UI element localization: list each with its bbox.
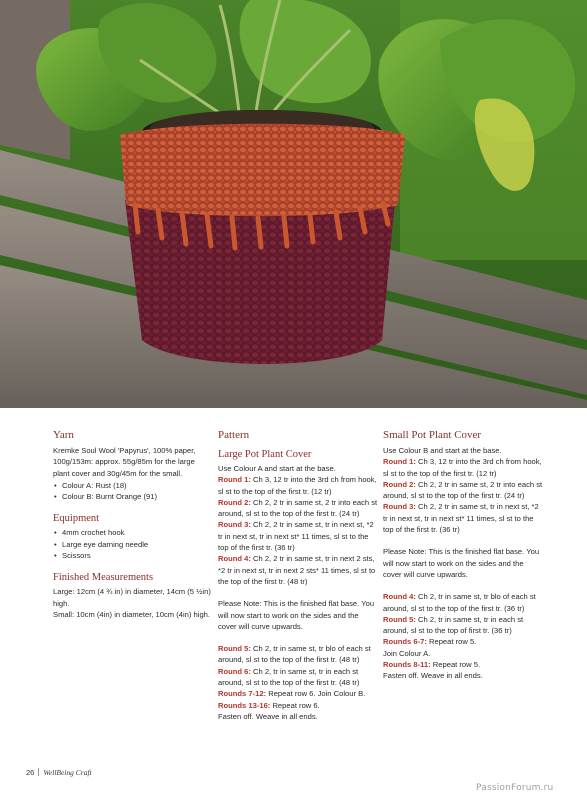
round-instruction <box>383 479 543 502</box>
pattern-heading: Pattern <box>218 429 250 441</box>
round-label: Rounds 6-7: <box>383 637 427 647</box>
round-text: Repeat row 5. <box>430 660 481 670</box>
pattern-large-column <box>218 428 378 722</box>
round-instruction <box>218 519 378 553</box>
round-instruction <box>383 659 543 670</box>
round-instruction <box>383 636 543 647</box>
small-end: Fasten off. Weave in all ends. <box>383 671 483 681</box>
small-intro: Use Colour B and start at the base. <box>383 446 502 455</box>
page-number: 26 <box>26 768 35 777</box>
round-instruction <box>218 474 378 497</box>
round-label: Rounds 7-12: <box>218 689 267 699</box>
list-item: • Large eye darning needle <box>62 539 213 550</box>
small-rounds-b <box>383 591 543 647</box>
list-item: • Colour B: Burnt Orange (91) <box>62 491 213 502</box>
round-text: Ch 3, 12 tr into the 3rd ch from hook, sl st to the top of the first tr. (12 tr) <box>218 475 377 496</box>
large-rounds-b <box>218 643 378 711</box>
small-note: Please Note: This is the finished flat base. You will now start to work on the sides and the cover will curve upwards. <box>383 547 540 579</box>
round-text: Ch 2, 2 tr in same st, 2 tr into each st around, sl st to the top of the first tr. (24 tr) <box>218 497 378 519</box>
round-instruction <box>383 456 543 479</box>
round-instruction <box>218 666 378 689</box>
round-label: Round 5: <box>383 614 416 624</box>
yarn-description: Kremke Soul Wool 'Papyrus', 100% paper, 100g/153m: approx. 55g/85m for the large plant cover and 30g/45m for the small. <box>53 446 196 478</box>
page-footer <box>26 768 92 778</box>
small-rounds-a <box>383 456 543 535</box>
footer-divider <box>38 768 39 776</box>
small-join: Join Colour A. <box>383 648 431 658</box>
pattern-small-column <box>383 428 543 682</box>
round-instruction <box>383 591 543 614</box>
large-note: Please Note: This is the finished flat base. You will now start to work on the sides and the cover will curve upwards. <box>218 599 375 631</box>
materials-column <box>53 428 213 620</box>
round-text: Ch 2, tr in same st, tr blo of each st around, sl st to the top of the first tr. (36 tr) <box>383 592 536 613</box>
large-cover-heading: Large Pot Plant Cover <box>218 449 312 460</box>
round-text: Ch 3, 12 tr into the 3rd ch from hook, sl st to the top of the first tr. (12 tr) <box>383 457 542 478</box>
round-instruction <box>218 643 378 666</box>
list-item: • Colour A: Rust (18) <box>62 480 213 491</box>
measurement-large: Large: 12cm (4 ¾ in) in diameter, 14cm (5 ½in) high. <box>53 587 211 608</box>
round-label: Round 4: <box>218 554 251 564</box>
round-instruction <box>218 497 378 520</box>
round-label: Round 3: <box>218 520 251 530</box>
equipment-heading: Equipment <box>53 513 100 525</box>
equipment-list <box>53 527 213 561</box>
round-text: Repeat row 6. Join Colour B. <box>266 689 366 699</box>
large-end: Fasten off. Weave in all ends. <box>218 711 318 721</box>
small-cover-heading: Small Pot Plant Cover <box>383 429 482 441</box>
round-text: Repeat row 5. <box>426 637 477 647</box>
round-text: Ch 2, 2 tr in same st, tr in next st, *2 tr in next st, tr in next st* 11 times, sl st to the top of the first tr. (36 tr) <box>383 502 539 535</box>
round-text: Ch 2, tr in same st, tr in each st around, sl st to the top of first tr. (36 tr) <box>383 614 524 636</box>
list-item: • 4mm crochet hook <box>62 527 213 538</box>
round-label: Rounds 8-11: <box>383 660 431 670</box>
large-intro: Use Colour A and start at the base. <box>218 464 336 473</box>
round-label: Rounds 13-16: <box>218 700 271 710</box>
round-instruction <box>383 614 543 637</box>
round-label: Round 1: <box>383 457 416 467</box>
round-text: Ch 2, 2 tr in same st, tr in next 2 sts, *2 tr in next st, tr in next 2 sts* 11 times, sl st to the top of the first tr. (48 tr) <box>218 554 376 586</box>
small-rounds-c <box>383 659 543 670</box>
large-rounds-a <box>218 474 378 587</box>
measurements-heading: Finished Measurements <box>53 572 154 584</box>
round-label: Round 2: <box>218 497 251 507</box>
round-instruction <box>218 700 378 711</box>
list-item: • Scissors <box>62 550 213 561</box>
measurement-small: Small: 10cm (4in) in diameter, 10cm (4in) high. <box>53 609 210 619</box>
magazine-name: WellBeing Craft <box>43 768 92 777</box>
round-instruction <box>383 501 543 535</box>
yarn-heading: Yarn <box>53 429 74 441</box>
round-label: Round 6: <box>218 666 251 676</box>
round-text: Ch 2, 2 tr in same st, 2 tr into each st around, sl st to the top of the first tr. (24 tr) <box>383 479 543 501</box>
round-label: Round 1: <box>218 475 251 485</box>
round-instruction <box>218 688 378 699</box>
round-label: Round 3: <box>383 502 416 512</box>
round-label: Round 2: <box>383 479 416 489</box>
round-text: Ch 2, tr in same st, tr blo of each st around, sl st to the top of the first tr. (48 tr) <box>218 644 371 665</box>
round-text: Ch 2, 2 tr in same st, tr in next st, *2 tr in next st, tr in next st* 11 times, sl st to the top of the first tr. (36 tr) <box>218 520 374 553</box>
round-label: Round 4: <box>383 592 416 602</box>
round-label: Round 5: <box>218 644 251 654</box>
watermark: PassionForum.ru <box>476 783 554 793</box>
round-text: Ch 2, tr in same st, tr in each st around, sl st to the top of the first tr. (48 tr) <box>218 666 360 688</box>
round-text: Repeat row 6. <box>270 700 320 710</box>
yarn-list <box>53 480 213 503</box>
round-instruction <box>218 553 378 587</box>
